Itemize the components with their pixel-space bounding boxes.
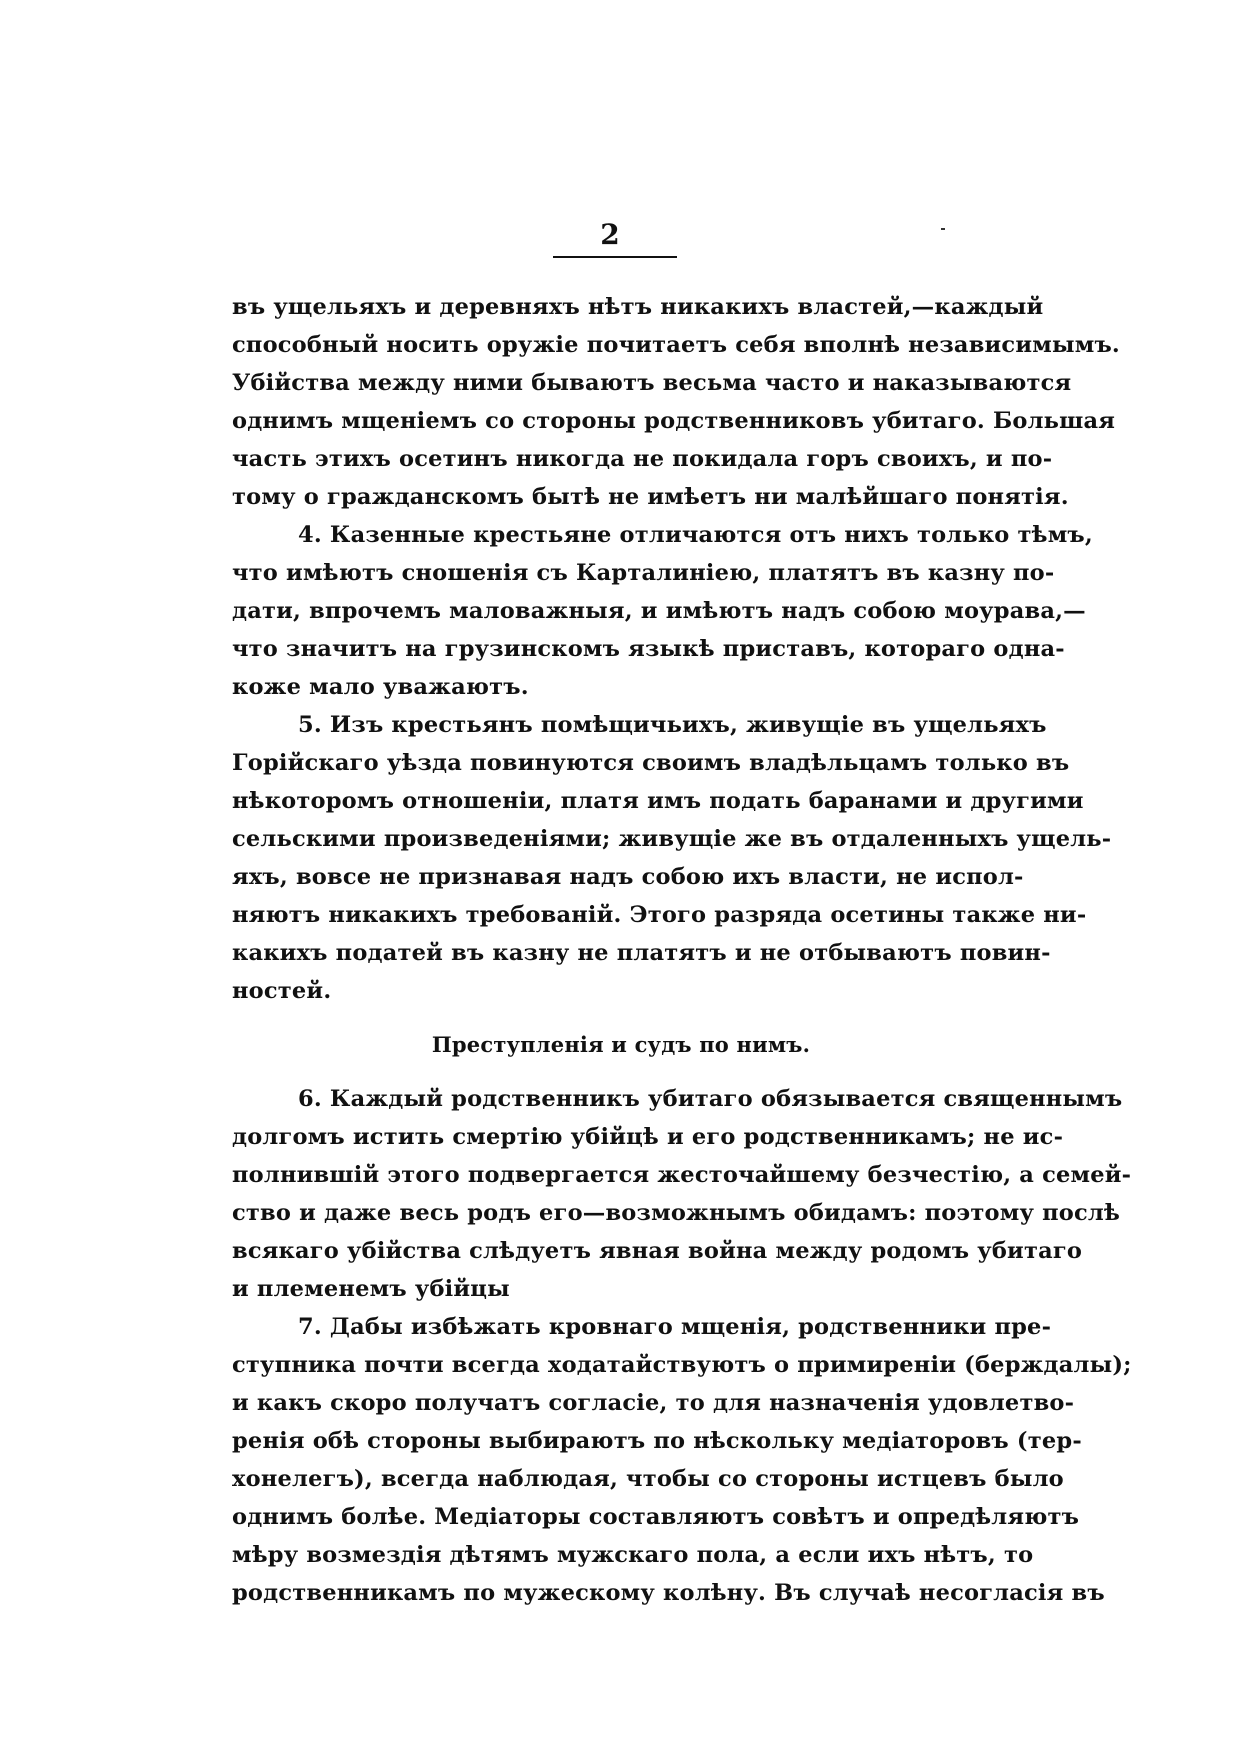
text-line: что имѣютъ сношенія съ Карталиніею, платятъ въ казну по- bbox=[232, 560, 1055, 586]
text-line: сельскими произведеніями; живущіе же въ отдаленныхъ ущель- bbox=[232, 826, 1112, 852]
text-line: коже мало уважаютъ. bbox=[232, 674, 529, 700]
text-line: всякаго убійства слѣдуетъ явная война между родомъ убитаго bbox=[232, 1238, 1083, 1264]
text-line: и племенемъ убійцы bbox=[232, 1276, 510, 1302]
text-line: мѣру возмездія дѣтямъ мужскаго пола, а если ихъ нѣтъ, то bbox=[232, 1542, 1034, 1568]
page-number-rule bbox=[553, 256, 677, 258]
text-line: нѣкоторомъ отношеніи, платя имъ подать баранами и другими bbox=[232, 788, 1084, 814]
paragraph-7-start: 7. Дабы избѣжать кровнаго мщенія, родственники пре- bbox=[298, 1314, 1052, 1340]
text-line: хонелегъ), всегда наблюдая, чтобы со стороны истцевъ было bbox=[232, 1466, 1064, 1492]
text-line: долгомъ истить смертію убійцѣ и его родственникамъ; не ис- bbox=[232, 1124, 1064, 1150]
paragraph-5-start: 5. Изъ крестьянъ помѣщичьихъ, живущіе въ ущельяхъ bbox=[298, 712, 1047, 738]
text-line: способный носить оружіе почитаетъ себя вполнѣ независимымъ. bbox=[232, 332, 1120, 358]
text-line: ностей. bbox=[232, 978, 332, 1004]
text-line: однимъ болѣе. Медіаторы составляютъ совѣтъ и опредѣляютъ bbox=[232, 1504, 1080, 1530]
text-line: полнившій этого подвергается жесточайшему безчестію, а семей- bbox=[232, 1162, 1132, 1188]
text-line: ступника почти всегда ходатайствуютъ о примиреніи (берждалы); bbox=[232, 1352, 1132, 1378]
text-line: часть этихъ осетинъ никогда не покидала горъ своихъ, и по- bbox=[232, 446, 1053, 472]
paragraph-4-start: 4. Казенные крестьяне отличаются отъ нихъ только тѣмъ, bbox=[298, 522, 1093, 548]
text-line: тому о гражданскомъ бытѣ не имѣетъ ни малѣйшаго понятія. bbox=[232, 484, 1069, 510]
print-speck bbox=[941, 228, 945, 230]
text-line: какихъ податей въ казну не платятъ и не отбываютъ повин- bbox=[232, 940, 1051, 966]
text-line: яхъ, вовсе не признавая надъ собою ихъ власти, не испол- bbox=[232, 864, 1024, 890]
text-line: родственникамъ по мужескому колѣну. Въ случаѣ несогласія въ bbox=[232, 1580, 1105, 1606]
text-line: однимъ мщеніемъ со стороны родственниковъ убитаго. Большая bbox=[232, 408, 1116, 434]
text-line: дати, впрочемъ маловажныя, и имѣютъ надъ собою моурава,— bbox=[232, 598, 1086, 624]
text-line: и какъ скоро получатъ согласіе, то для назначенія удовлетво- bbox=[232, 1390, 1075, 1416]
text-line: въ ущельяхъ и деревняхъ нѣтъ никакихъ властей,—каждый bbox=[232, 294, 1044, 320]
text-line: няютъ никакихъ требованій. Этого разряда осетины также ни- bbox=[232, 902, 1087, 928]
text-line: ство и даже весь родъ его—возможнымъ обидамъ: поэтому послѣ bbox=[232, 1200, 1120, 1226]
text-line: ренія обѣ стороны выбираютъ по нѣскольку медіаторовъ (тер- bbox=[232, 1428, 1082, 1454]
section-heading: Преступленія и судъ по нимъ. bbox=[431, 1032, 811, 1057]
page-number: 2 bbox=[600, 218, 620, 251]
text-line: что значитъ на грузинскомъ языкѣ приставъ, котораго одна- bbox=[232, 636, 1065, 662]
body-text bbox=[232, 288, 1132, 1612]
paragraph-6-start: 6. Каждый родственникъ убитаго обязывается священнымъ bbox=[298, 1086, 1123, 1112]
text-line: Убійства между ними бываютъ весьма часто и наказываются bbox=[232, 370, 1072, 396]
text-line: Горійскаго уѣзда повинуются своимъ владѣльцамъ только въ bbox=[232, 750, 1070, 776]
